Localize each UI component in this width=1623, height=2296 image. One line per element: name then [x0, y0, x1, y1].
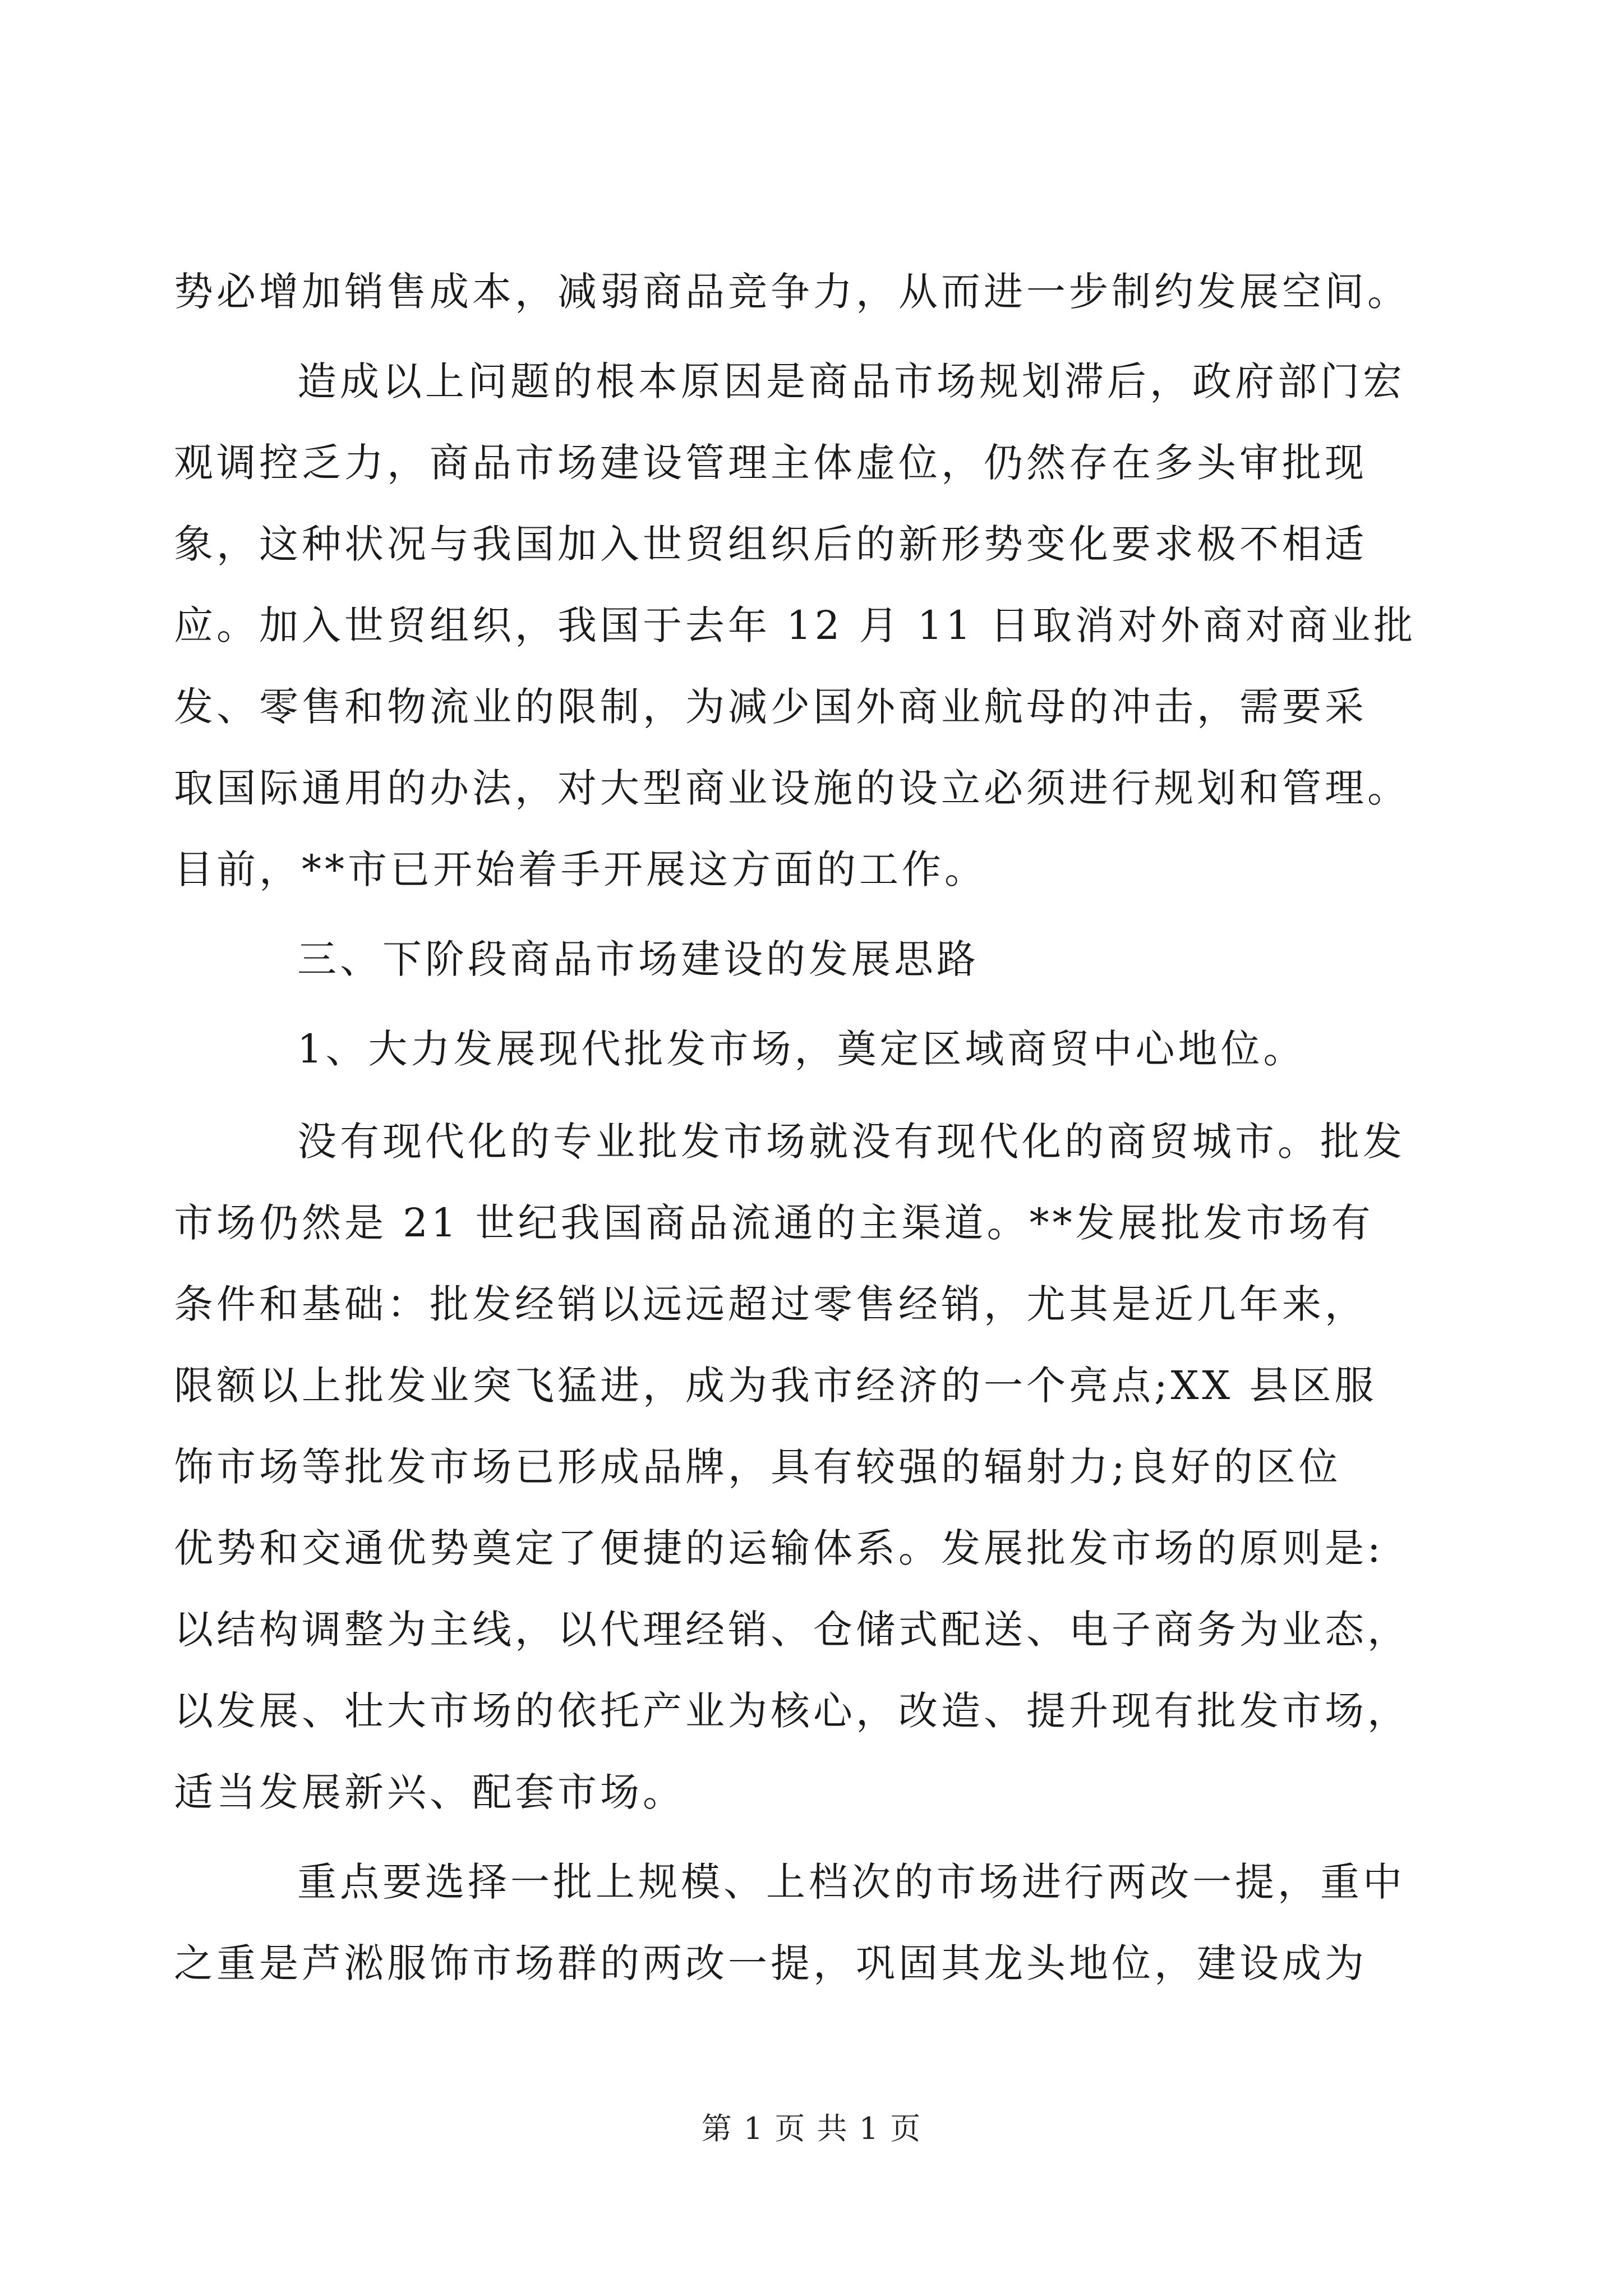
text-line: 势必增加销售成本，减弱商品竞争力，从而进一步制约发展空间。: [174, 269, 1410, 315]
text-line: 象，这种状况与我国加入世贸组织后的新形势变化要求极不相适: [174, 521, 1367, 567]
text-line: 目前，**市已开始着手开展这方面的工作。: [174, 846, 987, 892]
text-line: 取国际通用的办法，对大型商业设施的设立必须进行规划和管理。: [174, 765, 1410, 811]
text-line: 适当发展新兴、配套市场。: [174, 1769, 685, 1815]
paragraph-start-line: 没有现代化的专业批发市场就没有现代化的商贸城市。批发: [297, 1119, 1405, 1165]
text-line: 以发展、壮大市场的依托产业为核心，改造、提升现有批发市场，: [174, 1688, 1410, 1734]
text-line: 应。加入世贸组织，我国于去年 12 月 11 日取消对外商对商业批: [174, 602, 1417, 648]
text-line: 优势和交通优势奠定了便捷的运输体系。发展批发市场的原则是:: [174, 1525, 1384, 1571]
section-heading: 三、下阶段商品市场建设的发展思路: [297, 936, 979, 982]
text-line: 观调控乏力，商品市场建设管理主体虚位，仍然存在多头审批现: [174, 440, 1367, 486]
subsection-heading: 1、大力发展现代批发市场，奠定区域商贸中心地位。: [297, 1026, 1306, 1072]
paragraph-start-line: 造成以上问题的根本原因是商品市场规划滞后，政府部门宏: [297, 358, 1405, 404]
text-line: 限额以上批发业突飞猛进，成为我市经济的一个亮点;XX 县区服: [174, 1363, 1377, 1409]
page-footer: 第 1 页 共 1 页: [701, 2111, 922, 2146]
text-line: 饰市场等批发市场已形成品牌，具有较强的辐射力;良好的区位: [174, 1444, 1341, 1490]
text-line: 之重是芦淞服饰市场群的两改一提，巩固其龙头地位，建设成为: [174, 1940, 1367, 1986]
paragraph-start-line: 重点要选择一批上规模、上档次的市场进行两改一提，重中: [297, 1859, 1405, 1905]
text-line: 条件和基础：批发经销以远远超过零售经销，尤其是近几年来，: [174, 1281, 1367, 1327]
text-line: 以结构调整为主线，以代理经销、仓储式配送、电子商务为业态，: [174, 1607, 1410, 1653]
text-line: 发、零售和物流业的限制，为减少国外商业航母的冲击，需要采: [174, 684, 1367, 730]
text-line: 市场仍然是 21 世纪我国商品流通的主渠道。**发展批发市场有: [174, 1200, 1374, 1246]
